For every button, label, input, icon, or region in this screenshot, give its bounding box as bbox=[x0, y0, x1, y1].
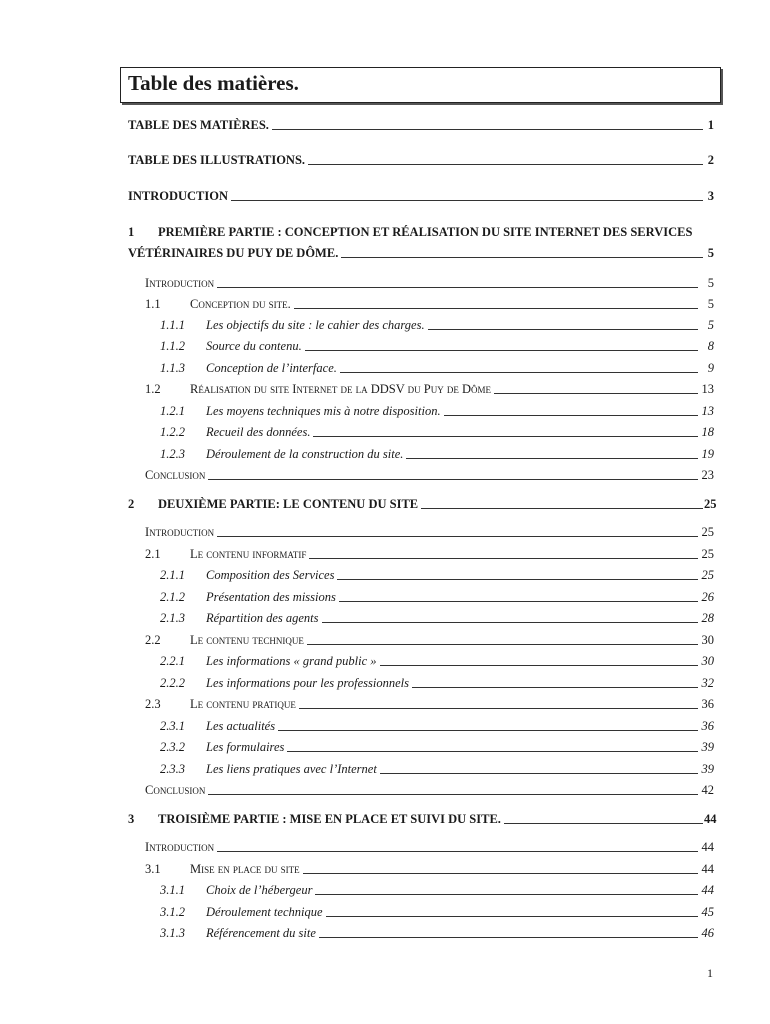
toc-entry-page: 30 bbox=[701, 633, 714, 647]
toc-entry[interactable] bbox=[0, 840, 770, 858]
toc-entry[interactable] bbox=[0, 926, 770, 944]
toc-entry-page: 44 bbox=[701, 883, 714, 897]
toc-entry-page: 1 bbox=[707, 118, 714, 132]
toc-entry-page: 36 bbox=[701, 719, 714, 733]
toc-entry-number: 1.1.2 bbox=[160, 339, 185, 353]
toc-entry-number: 2.2.1 bbox=[160, 654, 185, 668]
toc-entry-number: 2.3.3 bbox=[160, 762, 185, 776]
toc-entry-page: 26 bbox=[701, 590, 714, 604]
toc-entry[interactable] bbox=[0, 525, 770, 543]
toc-entry[interactable] bbox=[0, 153, 770, 171]
toc-part1-heading-line bbox=[0, 225, 770, 243]
toc-entry-page: 19 bbox=[701, 447, 714, 461]
toc-entry-text: Les moyens techniques mis à notre disposition. bbox=[206, 404, 441, 418]
toc-entry[interactable] bbox=[0, 468, 770, 486]
toc-entry-text: TROISIÈME PARTIE : MISE EN PLACE ET SUIVI DU SITE. bbox=[158, 812, 501, 826]
toc-entry-number: 3.1.1 bbox=[160, 883, 185, 897]
toc-entry-page: 3 bbox=[707, 189, 714, 203]
toc-leader-line bbox=[217, 287, 698, 288]
toc-entry-number: 2.2 bbox=[145, 633, 161, 647]
toc-leader-line bbox=[444, 415, 698, 416]
toc-entry-page: 5 bbox=[707, 318, 714, 332]
toc-entry-number: 2.1 bbox=[145, 547, 161, 561]
toc-entry[interactable] bbox=[0, 276, 770, 294]
toc-leader-line bbox=[380, 665, 699, 666]
toc-entry-page: 45 bbox=[701, 905, 714, 919]
toc-entry-page: 25 bbox=[701, 525, 714, 539]
toc-entry-page: 5 bbox=[707, 297, 714, 311]
toc-entry[interactable] bbox=[0, 883, 770, 901]
toc-entry[interactable] bbox=[0, 447, 770, 465]
toc-entry-number: 1.2.3 bbox=[160, 447, 185, 461]
toc-entry-page: 25 bbox=[701, 547, 714, 561]
toc-entry[interactable] bbox=[0, 783, 770, 801]
toc-entry[interactable] bbox=[0, 590, 770, 608]
toc-entry-number: 2 bbox=[128, 497, 135, 511]
toc-entry-text: TABLE DES ILLUSTRATIONS. bbox=[128, 153, 306, 167]
toc-leader-line bbox=[231, 200, 703, 201]
toc-entry-number: 2.3 bbox=[145, 697, 161, 711]
toc-leader-line bbox=[340, 372, 698, 373]
toc-entry-page: 25 bbox=[701, 568, 714, 582]
toc-entry-page: 36 bbox=[701, 697, 714, 711]
toc-entry-text: Introduction bbox=[145, 840, 215, 854]
toc-entry[interactable] bbox=[0, 382, 770, 400]
toc-entry-number: 3.1.3 bbox=[160, 926, 185, 940]
toc-entry-text: Les informations « grand public » bbox=[206, 654, 377, 668]
toc-entry[interactable] bbox=[0, 611, 770, 629]
toc-entry-text: Les actualités bbox=[206, 719, 276, 733]
toc-entry-text: Présentation des missions bbox=[206, 590, 336, 604]
toc-entry-text: VÉTÉRINAIRES DU PUY DE DÔME. bbox=[128, 246, 339, 260]
toc-entry-page: 32 bbox=[701, 676, 714, 690]
toc-entry[interactable] bbox=[0, 740, 770, 758]
toc-leader-line bbox=[337, 579, 698, 580]
toc-leader-line bbox=[287, 751, 698, 752]
toc-entry[interactable] bbox=[0, 339, 770, 357]
toc-leader-line bbox=[326, 916, 698, 917]
toc-entry-number: 1.1.1 bbox=[160, 318, 185, 332]
toc-entry-number: 2.1.2 bbox=[160, 590, 185, 604]
toc-entry[interactable] bbox=[0, 246, 770, 264]
toc-entry[interactable] bbox=[0, 905, 770, 923]
toc-entry-text: Référencement du site bbox=[206, 926, 316, 940]
toc-leader-line bbox=[217, 536, 698, 537]
toc-entry-page: 2 bbox=[707, 153, 714, 167]
toc-entry-text: Source du contenu. bbox=[206, 339, 302, 353]
toc-entry-text: Conclusion bbox=[145, 468, 206, 482]
toc-leader-line bbox=[322, 622, 699, 623]
toc-entry-page: 44 bbox=[704, 812, 717, 826]
page-number: 1 bbox=[707, 966, 713, 980]
toc-leader-line bbox=[208, 794, 698, 795]
toc-leader-line bbox=[217, 851, 698, 852]
toc-title-box bbox=[120, 67, 721, 103]
toc-entry-page: 9 bbox=[707, 361, 714, 375]
toc-entry-number: 1.2.1 bbox=[160, 404, 185, 418]
toc-entry-number: 2.1.1 bbox=[160, 568, 185, 582]
toc-entry-page: 30 bbox=[701, 654, 714, 668]
toc-entry-page: 25 bbox=[704, 497, 717, 511]
toc-entry-text: Déroulement de la construction du site. bbox=[206, 447, 404, 461]
toc-entry[interactable] bbox=[0, 676, 770, 694]
toc-entry-text: Conception du site. bbox=[190, 297, 291, 311]
toc-entry[interactable] bbox=[0, 862, 770, 880]
toc-entry-number: 2.3.2 bbox=[160, 740, 185, 754]
toc-entry-text: Le contenu informatif bbox=[190, 547, 307, 561]
toc-entry-text: DEUXIÈME PARTIE: LE CONTENU DU SITE bbox=[158, 497, 419, 511]
toc-entry-text: INTRODUCTION bbox=[128, 189, 229, 203]
toc-entry-text: PREMIÈRE PARTIE : CONCEPTION ET RÉALISATION DU SITE INTERNET DES SERVICES bbox=[158, 225, 693, 239]
toc-leader-line bbox=[309, 558, 698, 559]
toc-entry-number: 3.1.2 bbox=[160, 905, 185, 919]
toc-leader-line bbox=[421, 508, 703, 509]
toc-entry-number: 1 bbox=[128, 225, 135, 239]
toc-entry-number: 2.1.3 bbox=[160, 611, 185, 625]
toc-entry-page: 5 bbox=[707, 276, 714, 290]
toc-entry-text: Introduction bbox=[145, 525, 215, 539]
toc-leader-line bbox=[380, 773, 698, 774]
toc-entry[interactable] bbox=[0, 297, 770, 315]
toc-entry-page: 44 bbox=[701, 840, 714, 854]
toc-entry[interactable] bbox=[0, 497, 770, 515]
toc-leader-line bbox=[272, 129, 703, 130]
toc-entry[interactable] bbox=[0, 547, 770, 565]
toc-entry-number: 1.1 bbox=[145, 297, 161, 311]
toc-entry[interactable] bbox=[0, 762, 770, 780]
toc-entry[interactable] bbox=[0, 568, 770, 586]
toc-entry-page: 42 bbox=[701, 783, 714, 797]
toc-entry-number: 1.1.3 bbox=[160, 361, 185, 375]
toc-entry-page: 28 bbox=[701, 611, 714, 625]
toc-entry[interactable] bbox=[0, 361, 770, 379]
toc-leader-line bbox=[428, 329, 698, 330]
toc-leader-line bbox=[303, 873, 698, 874]
toc-entry-number: 2.2.2 bbox=[160, 676, 185, 690]
toc-leader-line bbox=[208, 479, 698, 480]
toc-entry-number: 3 bbox=[128, 812, 135, 826]
toc-entry-text: Déroulement technique bbox=[206, 905, 323, 919]
toc-entry-text: Introduction bbox=[145, 276, 215, 290]
toc-entry[interactable] bbox=[0, 404, 770, 422]
toc-entry-text: TABLE DES MATIÈRES. bbox=[128, 118, 269, 132]
toc-entry[interactable] bbox=[0, 633, 770, 651]
toc-leader-line bbox=[307, 644, 698, 645]
toc-title: Table des matières. bbox=[128, 71, 299, 95]
toc-entry-page: 18 bbox=[701, 425, 714, 439]
toc-entry-text: Choix de l’hébergeur bbox=[206, 883, 313, 897]
toc-entry-text: Les objectifs du site : le cahier des charges. bbox=[206, 318, 425, 332]
toc-entry[interactable] bbox=[0, 719, 770, 737]
toc-entry-text: Les liens pratiques avec l’Internet bbox=[206, 762, 377, 776]
toc-entry-text: Les formulaires bbox=[206, 740, 285, 754]
toc-entry-page: 13 bbox=[701, 404, 714, 418]
toc-entry-text: Recueil des données. bbox=[206, 425, 311, 439]
toc-leader-line bbox=[494, 393, 698, 394]
toc-entry[interactable] bbox=[0, 812, 770, 830]
toc-entry-number: 2.3.1 bbox=[160, 719, 185, 733]
toc-entry-text: Composition des Services bbox=[206, 568, 335, 582]
toc-leader-line bbox=[308, 164, 703, 165]
toc-leader-line bbox=[319, 937, 698, 938]
toc-entry-text: Le contenu pratique bbox=[190, 697, 296, 711]
toc-entry-page: 39 bbox=[701, 762, 714, 776]
toc-leader-line bbox=[305, 350, 698, 351]
toc-entry-text: Conception de l’interface. bbox=[206, 361, 337, 375]
toc-leader-line bbox=[341, 257, 703, 258]
toc-leader-line bbox=[406, 458, 698, 459]
toc-leader-line bbox=[315, 894, 698, 895]
toc-entry-number: 1.2 bbox=[145, 382, 161, 396]
toc-entry-text: Les informations pour les professionnels bbox=[206, 676, 410, 690]
toc-entry[interactable] bbox=[0, 697, 770, 715]
toc-entry-number: 1.2.2 bbox=[160, 425, 185, 439]
toc-entry-text: Réalisation du site Internet de la DDSV du Puy de Dôme bbox=[190, 382, 492, 396]
toc-entry[interactable] bbox=[0, 118, 770, 136]
toc-entry[interactable] bbox=[0, 425, 770, 443]
toc-entry-page: 8 bbox=[707, 339, 714, 353]
toc-leader-line bbox=[299, 708, 698, 709]
toc-leader-line bbox=[294, 308, 698, 309]
toc-entry-page: 5 bbox=[707, 246, 714, 260]
toc-entry[interactable] bbox=[0, 189, 770, 207]
toc-entry-text: Mise en place du site bbox=[190, 862, 300, 876]
toc-entry-number: 3.1 bbox=[145, 862, 161, 876]
toc-leader-line bbox=[412, 687, 698, 688]
toc-entry-page: 39 bbox=[701, 740, 714, 754]
toc-leader-line bbox=[339, 601, 698, 602]
toc-entry-text: Répartition des agents bbox=[206, 611, 319, 625]
toc-entry-text: Le contenu technique bbox=[190, 633, 304, 647]
toc-entry[interactable] bbox=[0, 318, 770, 336]
toc-entry-text: Conclusion bbox=[145, 783, 206, 797]
toc-entry-page: 44 bbox=[701, 862, 714, 876]
toc-leader-line bbox=[504, 823, 703, 824]
toc-entry-page: 13 bbox=[701, 382, 714, 396]
toc-entry-page: 46 bbox=[701, 926, 714, 940]
toc-entry[interactable] bbox=[0, 654, 770, 672]
toc-entry-page: 23 bbox=[701, 468, 714, 482]
toc-leader-line bbox=[278, 730, 698, 731]
toc-leader-line bbox=[313, 436, 698, 437]
